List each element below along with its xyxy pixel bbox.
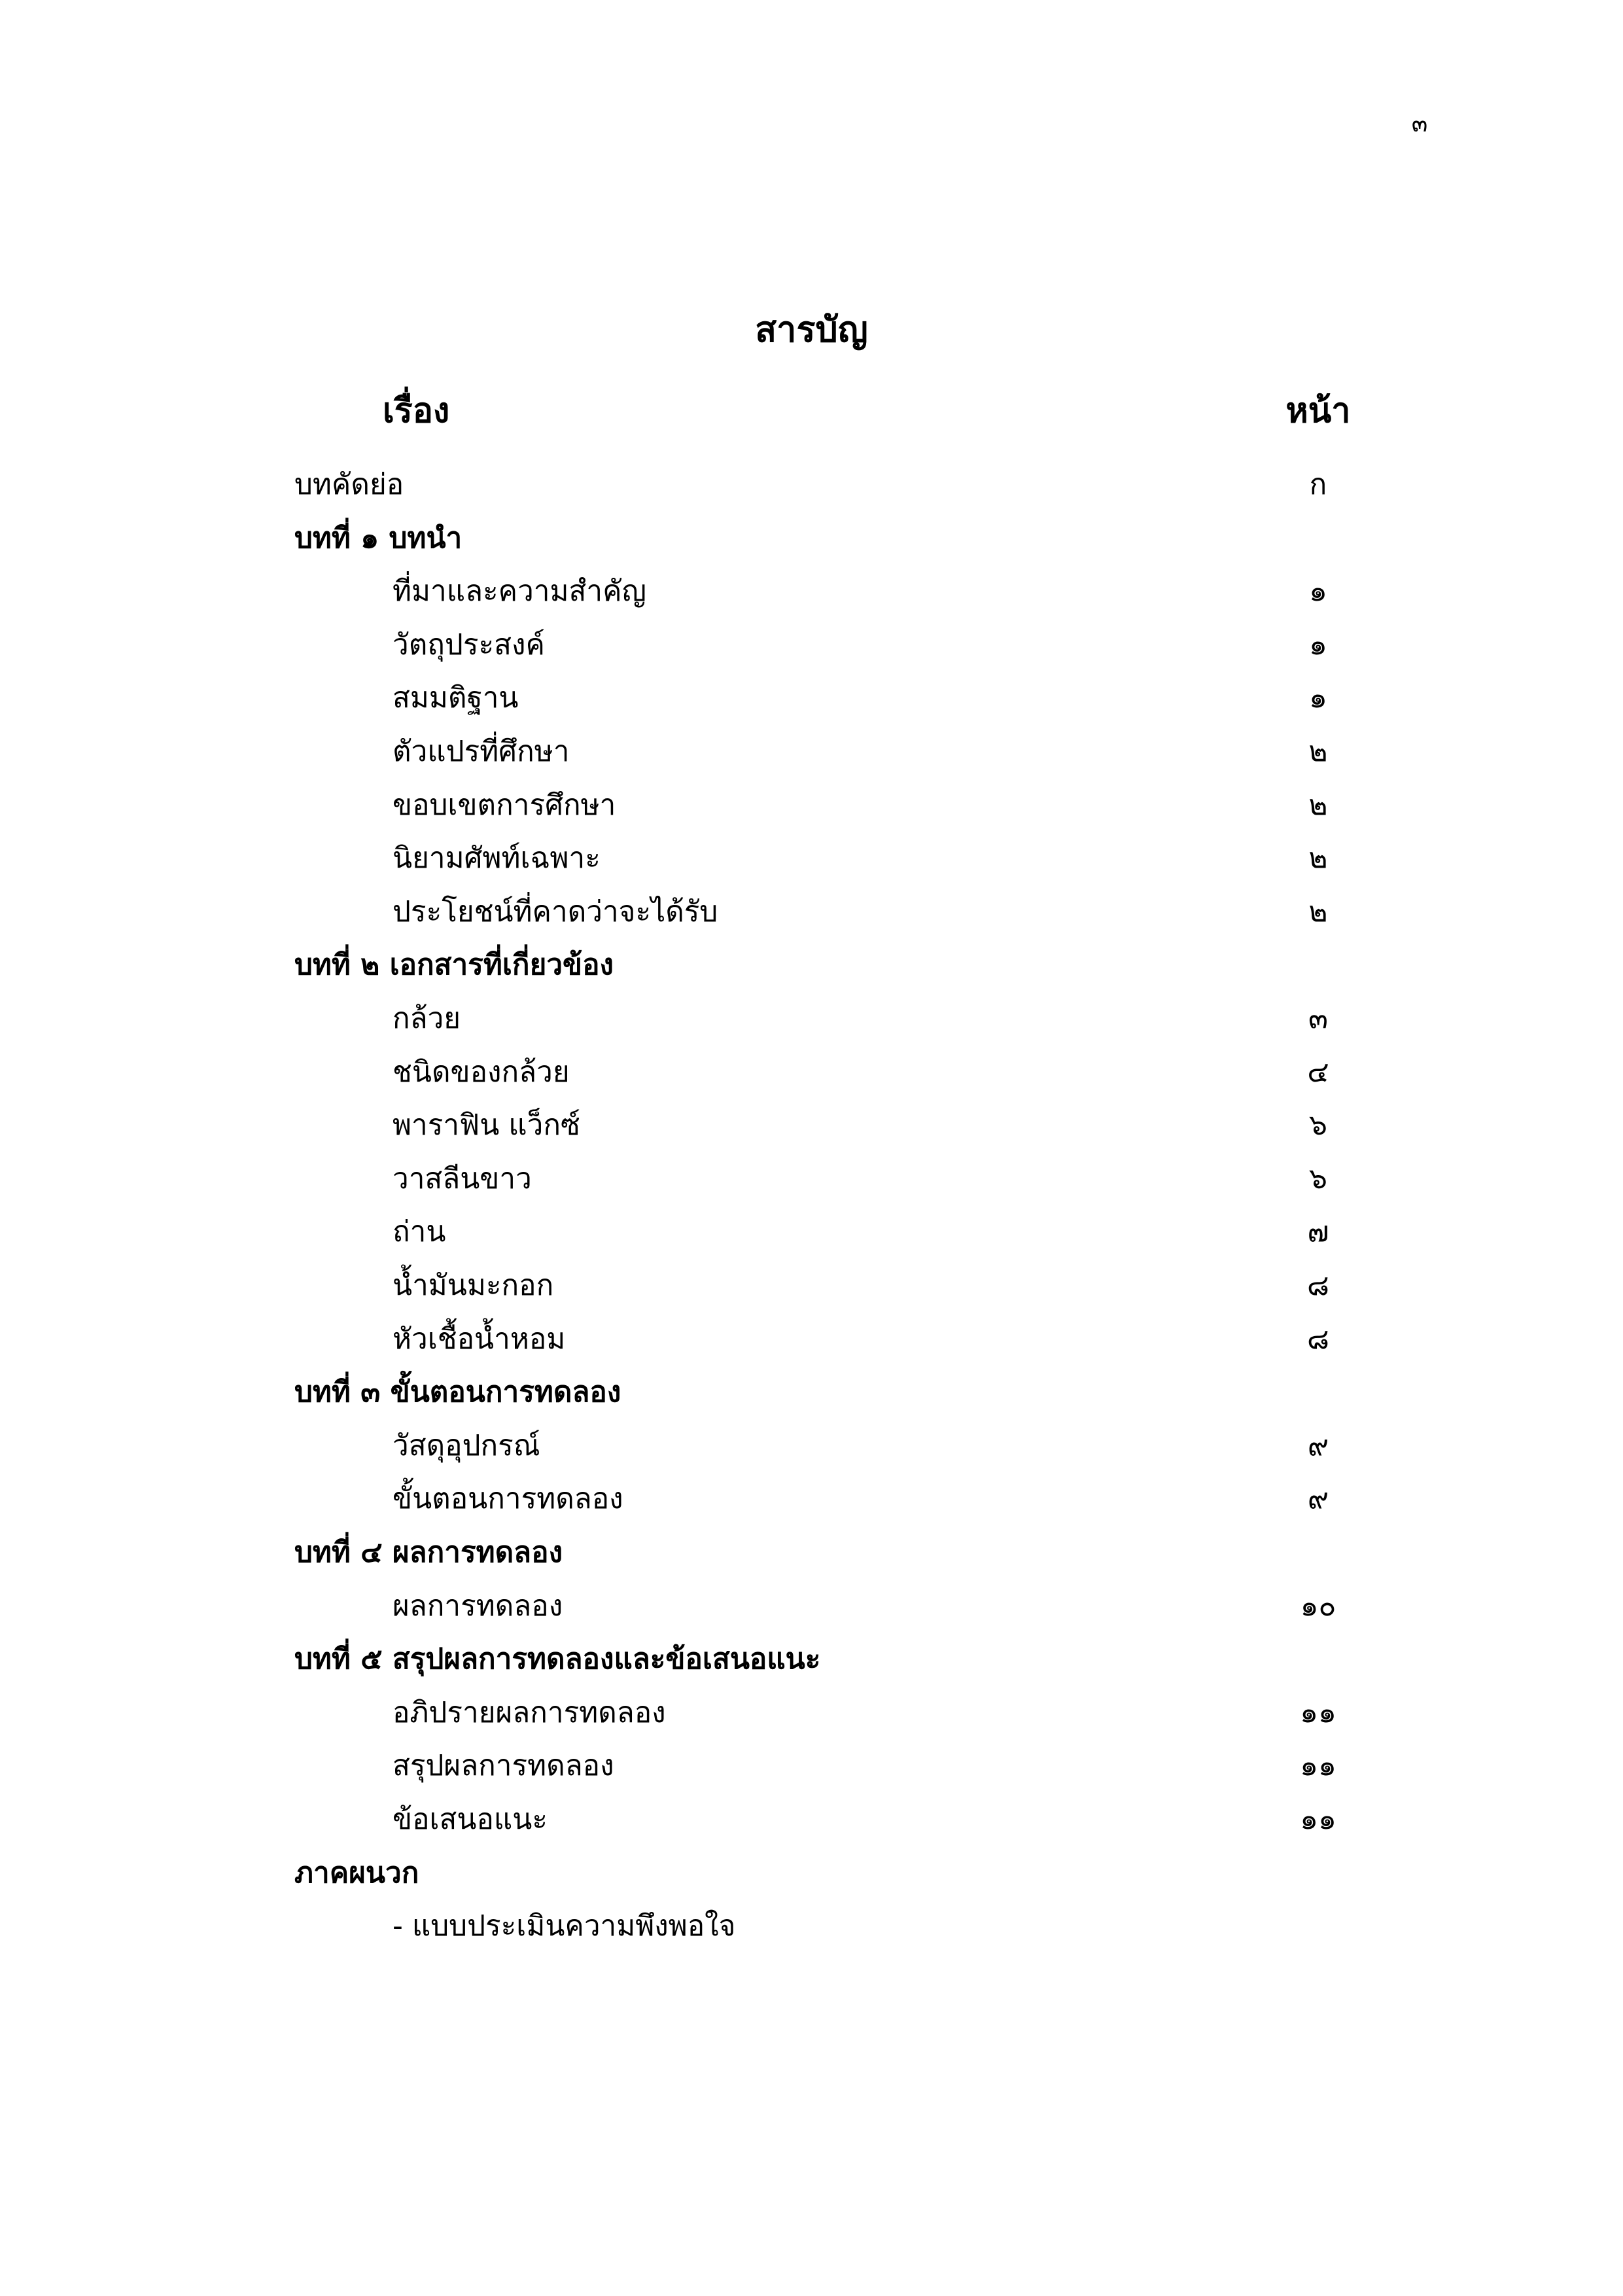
toc-entry-row <box>294 458 1361 512</box>
toc-entry-page: ๑๑ <box>1300 1696 1336 1729</box>
toc-entry-title: ขั้นตอนการทดลอง <box>393 1482 623 1515</box>
toc-entry-row <box>294 1313 1361 1366</box>
toc-entry-title: บทที่ ๔ ผลการทดลอง <box>294 1536 563 1569</box>
column-header-subject: เรื่อง <box>383 391 450 431</box>
toc-entry-title: ขอบเขตการศึกษา <box>393 788 616 822</box>
toc-entry-row <box>294 1419 1361 1473</box>
toc-entry-row <box>294 992 1361 1046</box>
toc-entry-title: ประโยชน์ที่คาดว่าจะได้รับ <box>393 895 718 928</box>
toc-entry-title: ข้อเสนอแนะ <box>393 1803 548 1836</box>
toc-entry-title: - แบบประเมินความพึงพอใจ <box>393 1909 736 1943</box>
toc-entry-row <box>294 1205 1361 1259</box>
toc-entry-page: ๑๑ <box>1300 1749 1336 1782</box>
toc-chapter-row <box>294 938 1361 992</box>
toc-chapter-row <box>294 1633 1361 1686</box>
toc-entry-title: น้ำมันมะกอก <box>393 1269 554 1302</box>
toc-entry-title: บทที่ ๑ บทนำ <box>294 521 462 555</box>
toc-entry-title: สมมติฐาน <box>393 681 519 715</box>
toc-entry-page: ๑ <box>1309 574 1327 608</box>
toc-entry-row <box>294 779 1361 832</box>
toc-entry-page: ก <box>1309 468 1327 501</box>
page-title: สารบัญ <box>755 309 868 350</box>
toc-entry-row <box>294 725 1361 779</box>
toc-chapter-row <box>294 1846 1361 1900</box>
toc-entry-title: หัวเชื้อน้ำหอม <box>393 1322 566 1356</box>
toc-entry-page: ๑ <box>1309 628 1327 662</box>
toc-entry-title: วัสดุอุปกรณ์ <box>393 1429 540 1462</box>
toc-chapter-row <box>294 1526 1361 1580</box>
toc-entry-title: บทที่ ๒ เอกสารที่เกี่ยวข้อง <box>294 948 614 981</box>
toc-entry-page: ๔ <box>1307 1055 1329 1089</box>
toc-entry-title: นิยามศัพท์เฉพาะ <box>393 841 601 875</box>
toc-entry-title: ผลการทดลอง <box>393 1589 563 1623</box>
toc-chapter-row <box>294 512 1361 565</box>
toc-entry-title: ชนิดของกล้วย <box>393 1055 570 1089</box>
toc-entry-row <box>294 1046 1361 1099</box>
toc-entry-page: ๒ <box>1308 841 1328 875</box>
column-header-page: หน้า <box>1285 391 1351 431</box>
toc-entry-page: ๑๑ <box>1300 1803 1336 1836</box>
toc-entry-title: พาราฟิน แว็กซ์ <box>393 1108 580 1142</box>
toc-entry-row <box>294 1099 1361 1152</box>
toc-entry-row <box>294 1259 1361 1313</box>
toc-entry-page: ๗ <box>1307 1215 1329 1248</box>
toc-entry-page: ๑ <box>1309 681 1327 715</box>
toc-entry-page: ๘ <box>1307 1322 1329 1356</box>
toc-entry-title: วาสลีนขาว <box>393 1162 532 1195</box>
toc-entry-page: ๒ <box>1308 788 1328 822</box>
toc-entry-page: ๖ <box>1309 1108 1327 1142</box>
toc-entry-page: ๘ <box>1307 1269 1329 1302</box>
toc-entry-row <box>294 1686 1361 1740</box>
toc-entry-row <box>294 1472 1361 1526</box>
toc-entry-page: ๑๐ <box>1300 1589 1336 1623</box>
toc-entry-page: ๒ <box>1308 735 1328 768</box>
toc-entry-row <box>294 565 1361 618</box>
toc-entry-row <box>294 832 1361 885</box>
toc-entry-row <box>294 1899 1361 1953</box>
toc-entry-row <box>294 1152 1361 1206</box>
toc-entry-page: ๖ <box>1309 1162 1327 1195</box>
toc-entry-row <box>294 618 1361 672</box>
toc-chapter-row <box>294 1366 1361 1419</box>
toc-entry-title: กล้วย <box>393 1002 461 1035</box>
toc-entry-row <box>294 885 1361 939</box>
toc-entry-title: ภาคผนวก <box>294 1856 419 1890</box>
toc-entry-row <box>294 671 1361 725</box>
toc-entry-title: ตัวแปรที่ศึกษา <box>393 735 570 768</box>
toc-entry-page: ๙ <box>1307 1429 1329 1462</box>
toc-entry-row <box>294 1793 1361 1846</box>
toc-entry-title: บทคัดย่อ <box>294 468 404 501</box>
toc-entry-title: ที่มาและความสำคัญ <box>393 574 647 608</box>
toc-entry-title: บทที่ ๕ สรุปผลการทดลองและข้อเสนอแนะ <box>294 1642 821 1676</box>
toc-entry-row <box>294 1739 1361 1793</box>
toc-entry-title: วัตถุประสงค์ <box>393 628 545 662</box>
toc-entry-title: บทที่ ๓ ขั้นตอนการทดลอง <box>294 1375 621 1409</box>
page-number: ๓ <box>1411 111 1428 137</box>
toc-entry-page: ๓ <box>1308 1002 1329 1035</box>
toc-entry-title: ถ่าน <box>393 1215 446 1248</box>
toc-entry-page: ๙ <box>1307 1482 1329 1515</box>
toc-entry-title: อภิปรายผลการทดลอง <box>393 1696 666 1729</box>
toc-entry-page: ๒ <box>1308 895 1328 928</box>
toc-entry-row <box>294 1580 1361 1633</box>
toc-entry-title: สรุปผลการทดลอง <box>393 1749 614 1782</box>
